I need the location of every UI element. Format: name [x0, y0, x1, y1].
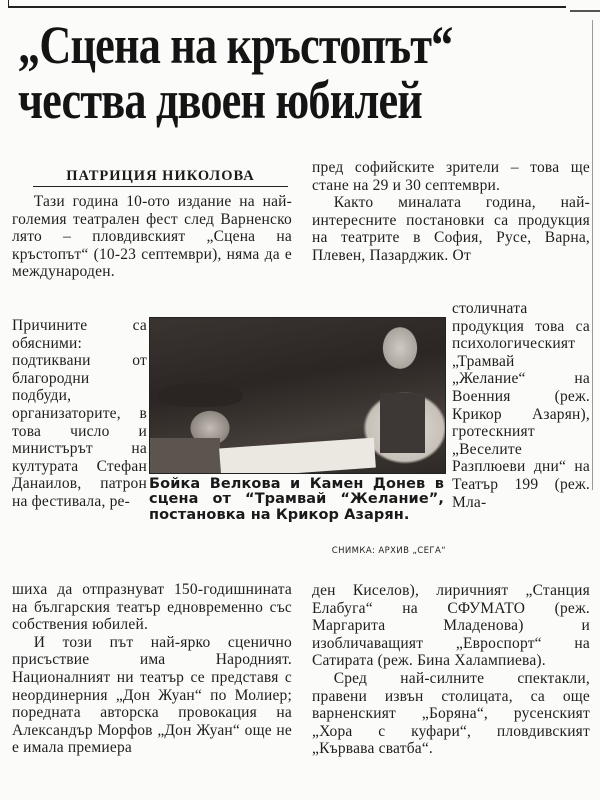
right-column-narrow	[452, 300, 590, 511]
paragraph: Тази година 10-ото издание на най-големия театрален фест след Варненско лято – пловдивският „Сцена на кръстопът“ (10-23 септември), няма да е международен.	[12, 193, 292, 281]
right-column-bottom	[312, 582, 590, 758]
paragraph: ден Киселов), лиричният „Станция Елабуга“ на СФУМАТО (реж. Маргарита Младенова) и изобличаващият „Евроспорт“ на Сатирата (реж. Бина Халампиева).	[312, 582, 590, 670]
article-headline	[18, 15, 490, 130]
photo-hat-shape	[158, 383, 243, 407]
top-border-rule-right	[570, 10, 600, 12]
photo-shirt-shape	[380, 393, 425, 453]
photo-credit: СНИМКА: АРХИВ „СЕГА“	[331, 546, 446, 556]
paragraph: Причините са обясними: подтиквани от благородни подбуди, организаторите, в това число и министърът на културата Стефан Данаилов, патрон на фестивала, ре-	[12, 317, 147, 510]
photo-figure-left	[150, 438, 220, 474]
headline-line-2: чества двоен юбилей	[18, 70, 423, 130]
paragraph: столичната продукция това са психологическият „Трамвай „Желание“ на Военния (реж. Крикор Азарян), гротескният „Веселите Разплюеви дни“ на Театър 199 (реж. Мла-	[452, 300, 590, 511]
top-border-rule	[8, 0, 566, 8]
page-edge-line	[592, 20, 593, 490]
left-column-narrow	[12, 317, 147, 511]
paragraph: Сред най-силните спектакли, правени извън столицата, са още варненският „Боряна“, русенският „Хора с куфари“, пловдивският „Кървава сватба“.	[312, 669, 590, 758]
stage-scene-photo	[149, 317, 446, 474]
paragraph: Както миналата година, най-интересните постановки са продукция на театрите в София, Русе, Варна, Плевен, Пазарджик. От	[312, 194, 590, 264]
paragraph: И този път най-ярко сценично присъствие има Народният. Националният ни театър се представя с неординерния „Дон Жуан“ по Молиер; поредната авторска провокация на Александър Морфов „Дон Жуан“ още не е имала премиера	[12, 633, 292, 757]
author-byline: ПАТРИЦИЯ НИКОЛОВА	[33, 168, 288, 187]
photo-paper-shape	[219, 438, 376, 474]
left-column-top	[12, 193, 292, 281]
photo-caption: Бойка Велкова и Камен Донев в сцена от “Трамвай “Желание”, постановка на Крикор Азарян.	[149, 476, 444, 523]
paragraph: шиха да отпразнуват 150-годишнината на българския театър едновременно със собствения юбилей.	[12, 581, 292, 634]
paragraph: пред софийските зрители – това ще стане на 29 и 30 септември.	[312, 159, 590, 194]
right-column-top	[312, 159, 590, 265]
headline-line-1: „Сцена на кръстопът“	[18, 15, 453, 75]
left-column-bottom	[12, 581, 292, 757]
